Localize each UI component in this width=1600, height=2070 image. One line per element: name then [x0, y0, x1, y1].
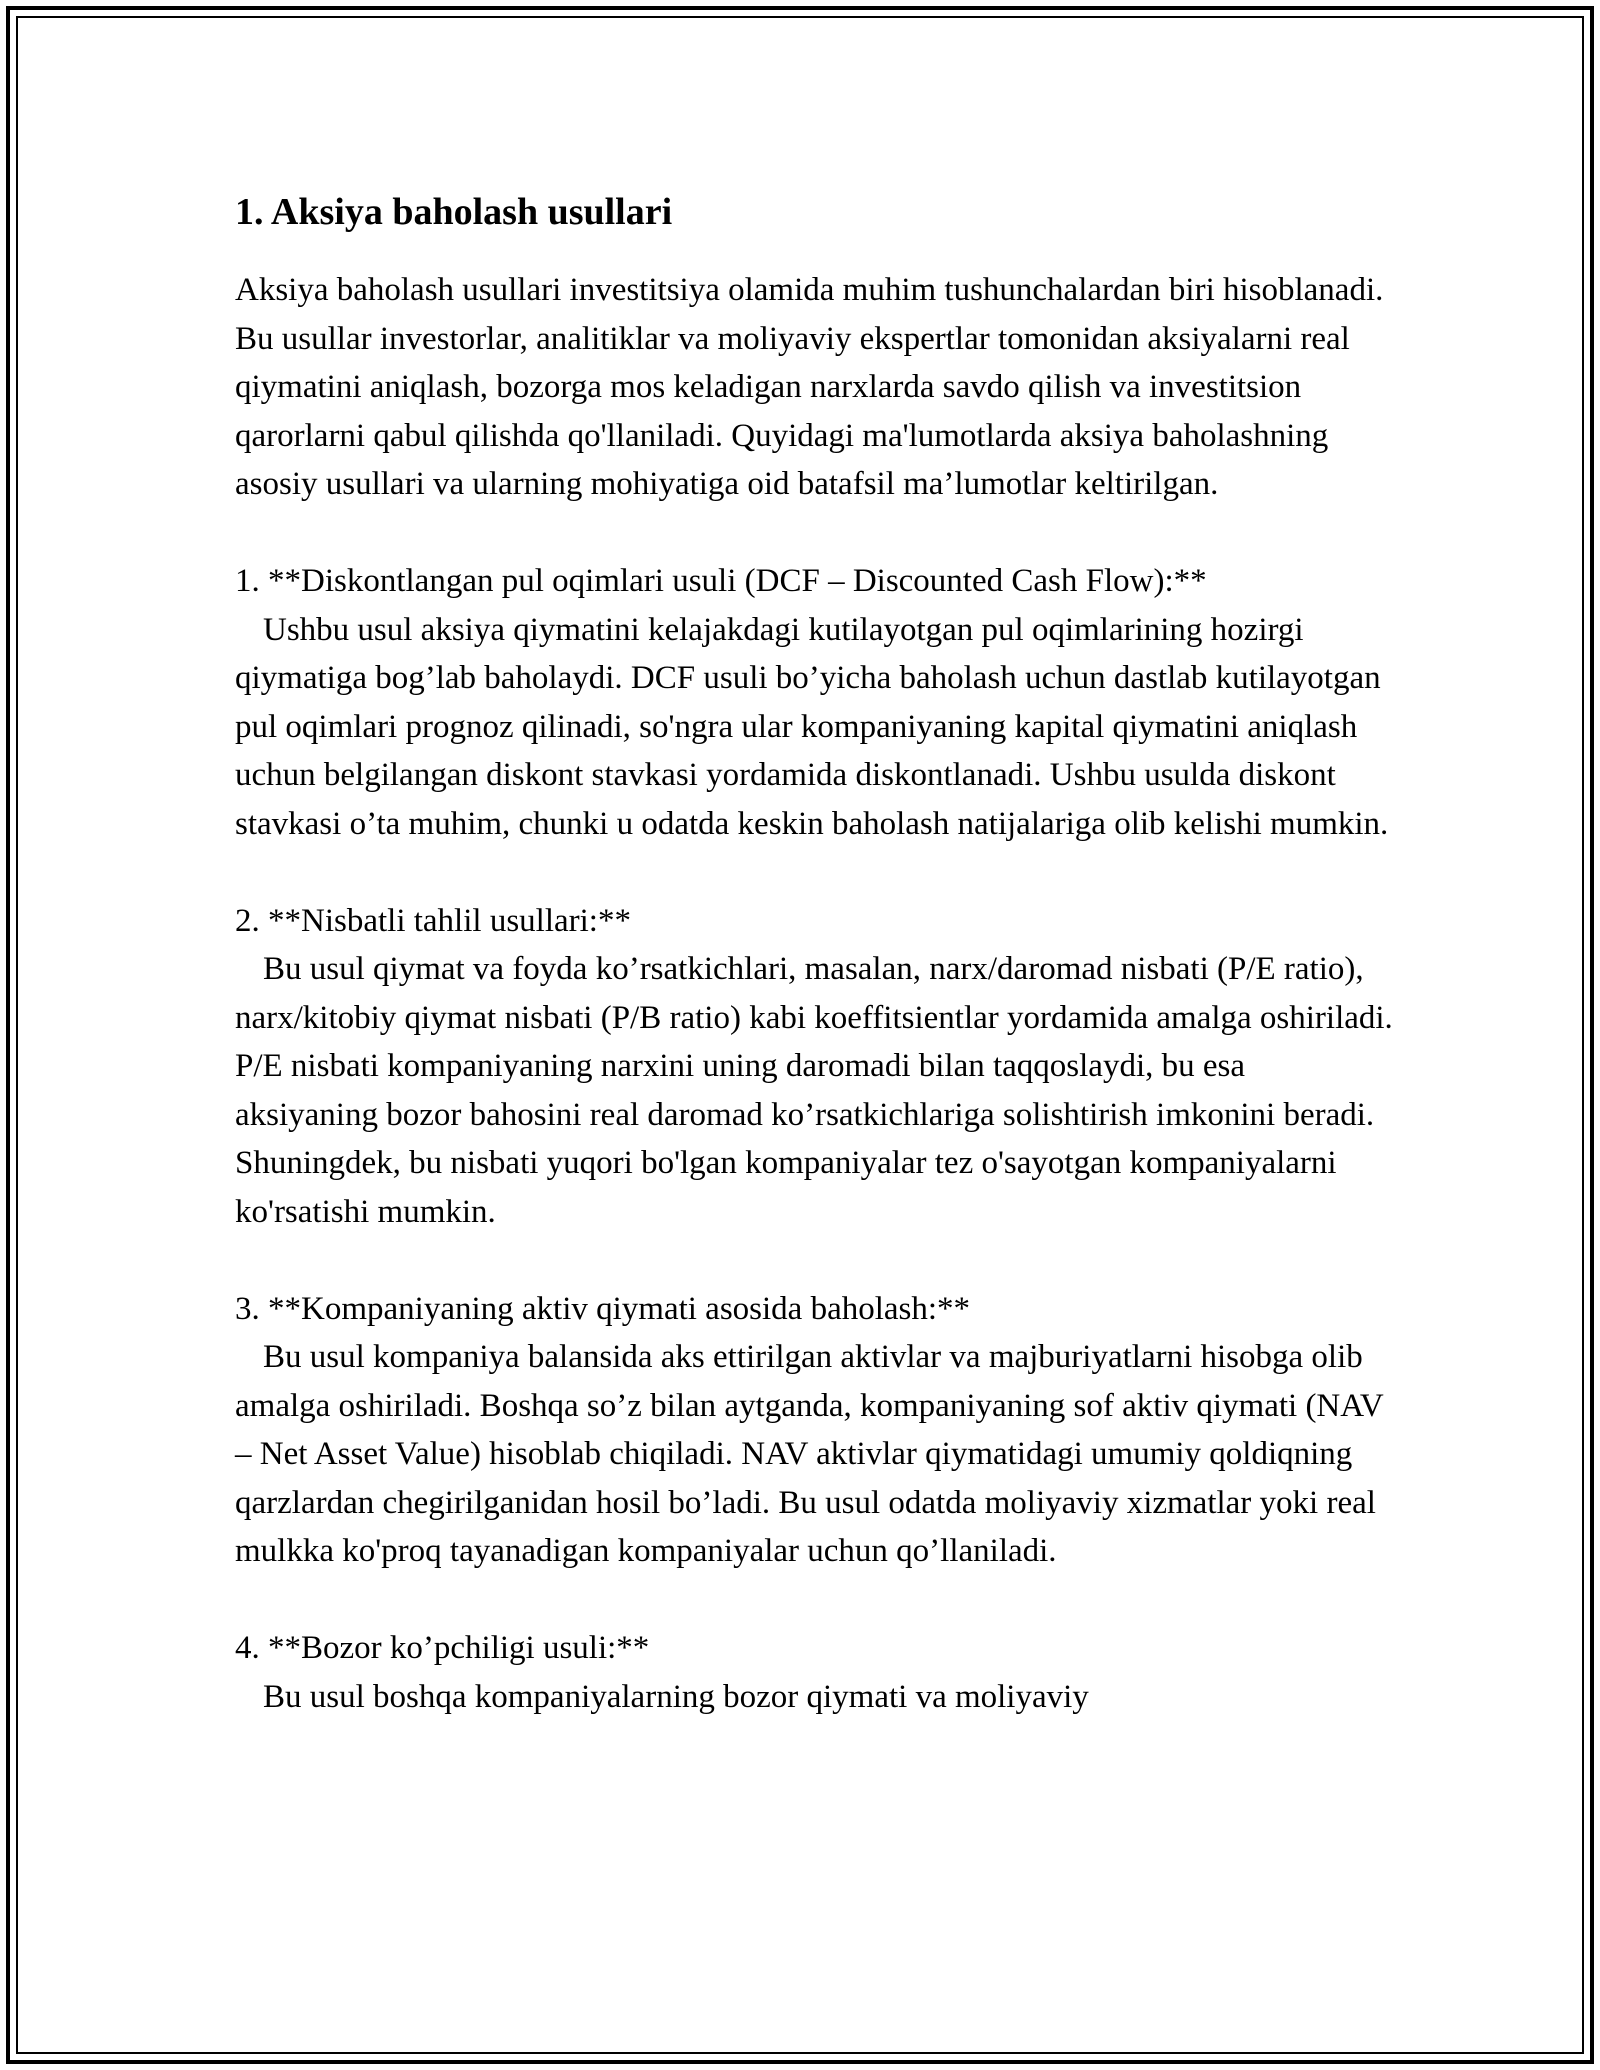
intro-paragraph: Aksiya baholash usullari investitsiya olamida muhim tushunchalardan biri hisoblanadi. Bu usullar investorlar, analitiklar va moliyaviy ekspertlar tomonidan aksiyalarni real qiymatini aniqlash, bozorga mos keladigan narxlarda savdo qilish va investitsion qarorlarni qabul qilishda qo'llaniladi. Quyidagi ma'lumotlarda aksiya baholashning asosiy usullari va ularning mohiyatiga oid batafsil ma’lumotlar keltirilgan.	[235, 272, 1384, 502]
section-heading: 4. **Bozor ko’pchiligi usuli:**	[235, 1630, 650, 1666]
section-heading: 3. **Kompaniyaning aktiv qiymati asosida baholash:**	[235, 1290, 971, 1327]
section-dcf	[235, 557, 1395, 848]
section-asset-value	[235, 1285, 1395, 1576]
section-body: Bu usul qiymat va foyda ko’rsatkichlari, masalan, narx/daromad nisbati (P/E ratio), narx/kitobiy qiymat nisbati (P/B ratio) kabi koeffitsientlar yordamida amalga oshiriladi. P/E nisbati kompaniyaning narxini uning daromadi bilan taqqoslaydi, bu esa aksiyaning bozor bahosini real daromad ko’rsatkichlariga solishtirish imkonini beradi. Shuningdek, bu nisbati yuqori bo'lgan kompaniyalar tez o'sayotgan kompaniyalarni ko'rsatishi mumkin.	[235, 951, 1393, 1230]
section-body: Bu usul kompaniya balansida aks ettirilgan aktivlar va majburiyatlarni hisobga olib amalga oshiriladi. Boshqa so’z bilan aytganda, kompaniyaning sof aktiv qiymati (NAV – Net Asset Value) hisoblab chiqiladi. NAV aktivlar qiymatidagi umumiy qoldiqning qarzlardan chegirilganidan hosil bo’ladi. Bu usul odatda moliyaviy xizmatlar yoki real mulkka ko'proq tayanadigan kompaniyalar uchun qo’llaniladi.	[235, 1339, 1384, 1569]
document-title: 1. Aksiya baholash usullari	[235, 191, 673, 233]
section-heading: 1. **Diskontlangan pul oqimlari usuli (DCF – Discounted Cash Flow):**	[235, 563, 1207, 599]
section-market-multiples	[235, 1624, 1395, 1721]
section-ratio-analysis	[235, 897, 1395, 1237]
section-body: Bu usul boshqa kompaniyalarning bozor qiymati va moliyaviy	[263, 1678, 1089, 1715]
section-body: Ushbu usul aksiya qiymatini kelajakdagi kutilayotgan pul oqimlarining hozirgi qiymatiga bog’lab baholaydi. DCF usuli bo’yicha baholash uchun dastlab kutilayotgan pul oqimlari prognoz qilinadi, so'ngra ular kompaniyaning kapital qiymatini aniqlash uchun belgilangan diskont stavkasi yordamida diskontlanadi. Ushbu usulda diskont stavkasi o’ta muhim, chunki u odatda keskin baholash natijalariga olib kelishi mumkin.	[235, 611, 1389, 842]
section-heading: 2. **Nisbatli tahlil usullari:**	[235, 902, 631, 939]
document-content	[235, 186, 1395, 1721]
